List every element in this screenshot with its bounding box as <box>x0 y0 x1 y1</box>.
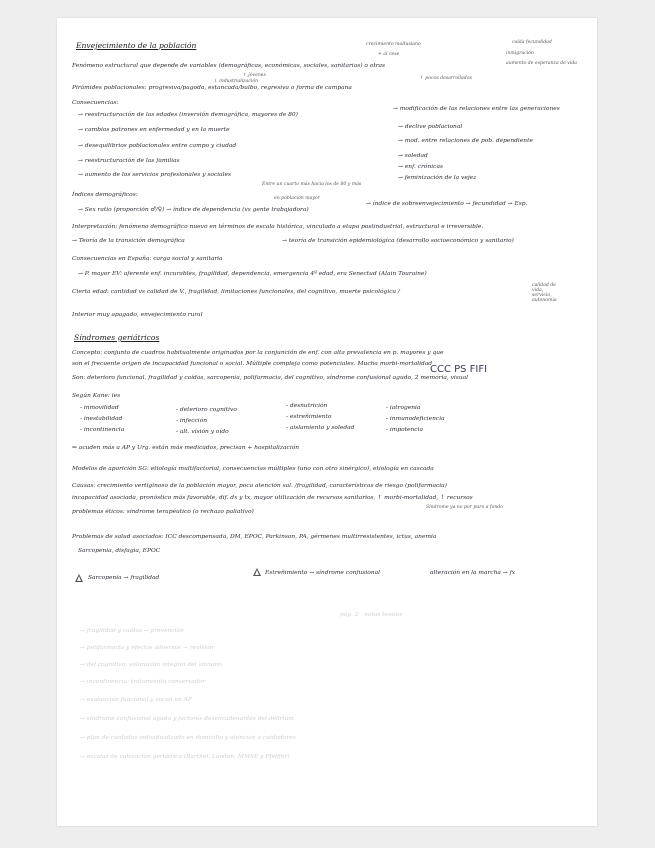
text-line: → feminización de la vejez <box>398 175 477 181</box>
note-ccc-ps-fifi: CCC PS FIFI <box>430 364 488 375</box>
faint-text: → del cognitivo: valoración integral del anciano <box>80 662 222 668</box>
note-poblacion-mayor: en población mayor <box>274 196 320 201</box>
text-line: → índice de sobreenvejecimiento → fecundidad → Esp. <box>366 201 528 207</box>
note-crecimiento: crecimiento maltusiano <box>366 42 421 47</box>
note-industrializacion: ↓ industrialización <box>214 79 259 84</box>
note-sindrome-fondo: Síndrome ya no por puro a fondo <box>426 505 504 510</box>
text-line: → aumento de los servicios profesionales y sociales <box>78 172 232 178</box>
text-line: → P. mayor EV: aferente enf. incurables, fragilidad, dependencia, emergencia 4ª edad, era Senectud (Alain Touraine) <box>78 271 427 277</box>
note-calidad-vida: calidad de vida, servicio, autonomía <box>532 283 557 303</box>
section-title-envejecimiento: Envejecimiento de la población <box>76 41 197 50</box>
text-line: Modelos de aparición SG: etiología multifactorial, consecuencias múltiples (uno con otro sinérgico), etiología en cascada <box>72 466 434 472</box>
text-line: → soledad <box>398 153 428 159</box>
text-line: Sarcopenia, disfagia, EPOC <box>78 548 161 554</box>
note-esperanza-vida: aumento de esperanza de vida <box>506 61 578 66</box>
text-line: Según Kane: ies <box>72 393 121 399</box>
text-line: Sarcopenia → fragilidad <box>88 575 160 581</box>
text-line: Problemas de salud asociados: ICC descompensada, DM, EPOC, Parkinson, PA, gérmenes multirresistentes, ictus, anemia <box>72 534 437 540</box>
list-item: - estreñimiento <box>286 414 332 420</box>
list-item: - iatrogenia <box>386 405 421 411</box>
faint-text: → plan de cuidados individualizado en domicilio y atención a cuidadores <box>80 735 296 741</box>
faint-text: → fragilidad y caídas → prevención <box>80 628 184 634</box>
list-item: - inmunodeficiencia <box>386 416 445 422</box>
text-line: → modificación de las relaciones entre las generaciones <box>393 106 560 112</box>
text-line: Índices demográficos: <box>72 192 138 198</box>
text-line: → Sex ratio (proporción ♂/♀) → índice de dependencia (vs gente trabajadora) <box>78 207 309 213</box>
text-line: Interior muy apagado, envejecimiento rural <box>72 312 203 318</box>
faint-text: → polifarmacia y efectos adversos → revisión <box>80 645 214 651</box>
text-line: → enf. crónicas <box>398 164 443 170</box>
note-entre-un-cuarto: Entre un cuarto más hacia los de 80 y más <box>262 182 362 187</box>
faint-text: → escalas de valoración geriátrica (Barthel, Lawton, MMSE y Pfeiffer) <box>80 754 290 760</box>
text-line: Fenómeno estructural que depende de variables (demográficas, económicas, sociales, sanitarias) o otras <box>72 63 386 69</box>
list-item: - inmovilidad <box>80 405 119 411</box>
text-line: → declive poblacional <box>398 124 463 130</box>
text-line: incapacidad asociada, pronóstico más favorable, dif. dx y tx, mayor utilización de recursos sanitarios, ↑ morbi-mortalidad, ↑ recursos <box>72 495 473 501</box>
text-line: → Teoría de la transición demográfica <box>72 238 185 244</box>
faint-text: → evaluación funcional y social en AP <box>80 697 192 703</box>
text-line: alteración en la marcha → fx <box>430 570 516 576</box>
note-caida-fecundidad: caída fecundidad <box>512 40 552 45</box>
faint-text: → incontinencia: tratamiento conservador <box>80 679 206 685</box>
text-line: → reestructuración de las edades (inversión demográfica, mayores de 80) <box>78 112 298 118</box>
note-al-cese: + al cese <box>378 52 400 57</box>
text-line: Consecuencias: <box>72 100 119 106</box>
list-item: - desnutrición <box>286 403 328 409</box>
text-line: Interpretación: fenómeno demográfico nuevo en términos de escala histórica, vinculado a etapa postindustrial, estructural e irreversible. <box>72 224 484 230</box>
faint-text: → síndrome confusional agudo y factores desencadenantes del delirium <box>80 716 294 722</box>
note-inmigracion: inmigración <box>506 51 534 56</box>
note-jovenes: ↑ jóvenes <box>243 73 266 78</box>
list-item: - aislamiento y soledad <box>286 425 355 431</box>
text-line: Cierta edad: cantidad vs calidad de V., fragilidad, limitaciones funcionales, del cognitivo, muerte psicológica / <box>72 289 400 295</box>
text-line: Consecuencias en España: carga social y sanitaria <box>72 256 223 262</box>
list-item: - infección <box>176 418 208 424</box>
section-title-sindromes: Síndromes geriátricos <box>74 333 160 342</box>
text-line: problemas éticos: síndrome terapéutico (o rechazo paliativo) <box>72 509 254 515</box>
text-line: → desequilibrios poblacionales entre campo y ciudad <box>78 143 237 149</box>
text-line: Concepto: conjunto de cuadros habitualmente originados por la conjunción de enf. con alta prevalencia en p. mayores y que <box>72 350 444 356</box>
text-line: → mod. entre relaciones de pob. dependiente <box>398 138 533 144</box>
list-item: - deterioro cognitivo <box>176 407 237 413</box>
list-item: - incontinencia <box>80 427 125 433</box>
text-line: Son: deterioro funcional, fragilidad y caídas, sarcopenia, polifarmacia, del cognitivo, síndrome confusional agudo, 2 memoria, visual <box>72 375 469 381</box>
text-line: Estreñimiento → síndrome confusional <box>265 570 381 576</box>
warning-triangle-icon <box>253 568 261 576</box>
text-line: → cambios patrones en enfermedad y en la muerte <box>78 127 230 133</box>
note-pocos-desarrollados: ↑ pocos desarrollados <box>420 76 472 81</box>
text-line: Causas: crecimiento vertiginoso de la población mayor, poca atención sal. /fragilidad, características de riesgo (polifarmacia) <box>72 483 447 489</box>
text-line: son el frecuente origen de incapacidad funcional o social. Múltiple compleja como potenciales. Mucha morbi-mortalidad <box>72 361 433 367</box>
text-line: → teoría de transición epidemiológica (desarrollo socioeconómico y sanitario) <box>282 238 514 244</box>
text-line: ⇒ acuden más a AP y Urg. están más medicados, precisan + hospitalización <box>72 445 300 451</box>
text-line: Pirámides poblacionales: progresiva/pagoda, estancada/bulbo, regresiva o forma de campana <box>72 85 352 91</box>
faint-text: pág. 2 · notas tenues <box>340 612 403 618</box>
list-item: - inestabilidad <box>80 416 123 422</box>
text-line: → reestructuración de las familias <box>78 158 180 164</box>
warning-triangle-icon <box>75 574 83 582</box>
list-item: - alt. visión y oído <box>176 429 229 435</box>
list-item: - impotencia <box>386 427 423 433</box>
